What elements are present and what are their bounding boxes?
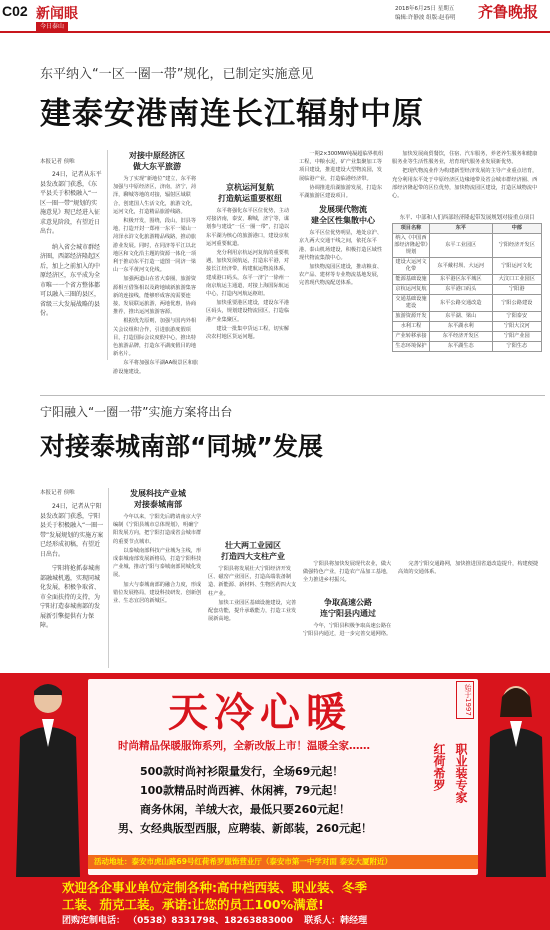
story2-col3-subhead2: 连宁阳县内通过 xyxy=(320,608,376,618)
table-header-row xyxy=(393,224,542,234)
story2-lead-para: 宁阳将抢抓泰城南部融城机遇，实现同城化发展，积极争取省、市全面扶持的支持，为宁阳打造泰城南部的发展新引擎提供有力保障。 xyxy=(40,565,101,629)
story1-col1-subhead2: 做大东平旅游 xyxy=(133,162,181,171)
story1-col3-para: 一期2×300MW纯凝超临界机组工程，中粮水泥，矿产业集聚加工等项目建设，推进建设大型物流园，发展临港产业，打造临港经济带。 xyxy=(299,151,384,182)
story1-kicker: 东平纳入“一区一圈一带”规化，已制定实施意见 xyxy=(40,67,314,82)
table-cell: 东平港区东平城区 xyxy=(430,275,493,285)
column-divider xyxy=(108,488,109,668)
projects-table-title: 东平、中部和人们西部经济隆起带发展规划对接重点项目 xyxy=(399,215,535,221)
story1-col3-subhead2: 建全区性集散中心 xyxy=(311,216,375,226)
table-cell: 宁阳公路建设 xyxy=(492,295,541,312)
ad-subtitle: 时尚精品保暖服饰系列，全新改版上市！温暖全家…… xyxy=(118,740,370,752)
table-header-cell: 中部 xyxy=(492,224,541,234)
newspaper-logo: 齐鲁晚报 xyxy=(478,3,539,21)
table-cell: 宁阳泰安 xyxy=(492,312,541,322)
story2-col1-para: 今年以来，宁阳先后聘请南京大学编制《宁阳县城市总体规划》，明确宁阳发展方向，把宁阳打造成省会城市群的重要节点城市。 xyxy=(113,514,202,545)
story2-col3-para: 宁阳县将加快发展现代农业，做大做强特色产业，打造农产品加工基地，全力推进乡村振兴。 xyxy=(303,561,392,584)
table-cell: 宁阳生态 xyxy=(492,342,541,352)
story2-col2-subhead: 壮大两工业园区 xyxy=(225,541,281,550)
story1-lead-para: 24日，记者从东平县发改部门获悉，《东平县关于积极融入“一区一圈一带”规划的实施意见》现已经进入征求意见阶段，有望近日出台。 xyxy=(40,171,102,235)
story1-col3 xyxy=(299,150,387,289)
table-cell: 建设大运河文化带 xyxy=(393,258,430,275)
masthead xyxy=(0,0,550,34)
header-rule xyxy=(0,31,550,33)
story1-col2-subhead: 京杭运河复航 xyxy=(226,183,274,192)
table-cell: 大汶口工业园区 xyxy=(492,275,541,285)
table-cell: 水利工程 xyxy=(393,322,430,332)
table-row xyxy=(393,342,542,352)
ad-slogan-vertical: 职业装专家 xyxy=(454,743,468,803)
table-header-cell: 东平 xyxy=(430,224,493,234)
ad-phone: （0538）8331798、18263883000 xyxy=(128,916,293,926)
ad-since-badge: 始于1997 xyxy=(456,681,474,719)
table-cell: 旅游资源开发 xyxy=(393,312,430,322)
table-cell: 东平公路交通改造 xyxy=(430,295,493,312)
story1-col4-para: 把现代物流业作为构建新型经济发展的主导产业重点培育，充分利用东平处于中原经济区边缘地带及省会城市群经济圈、西部经济隆起带的区位优势，加快物流园区建设，打造区域物流中心。 xyxy=(392,168,538,200)
story1-col3-para: 协调推进沿湖旅游发展，打造东平湖旅游区建设项目。 xyxy=(299,184,383,200)
story2-col1-subhead2: 对接泰城南部 xyxy=(134,500,182,509)
story1-col3-subhead: 发展现代物流 xyxy=(319,205,367,215)
column-divider xyxy=(107,150,108,360)
section-divider xyxy=(40,395,545,396)
issue-date: 2018年6月25日 星期五 xyxy=(395,6,455,12)
table-row xyxy=(393,275,542,285)
ad-welcome-1: 欢迎各企事业单位定制各种:高中档西装、职业装、冬季 xyxy=(62,880,367,895)
advertisement xyxy=(0,673,550,930)
editor-credit: 编辑:许静波 组版:赵春明 xyxy=(395,15,456,21)
story2-col4 xyxy=(398,560,543,577)
ad-brand-vertical: 红荷希罗 xyxy=(432,743,446,791)
ad-offer-2: 100款精品时尚西裤、休闲裤，79元起！ xyxy=(140,784,344,797)
story1-lead xyxy=(40,170,102,320)
story1-col1-para: 加强两道山在省大泰圈，旅游资源相互借鉴相以及跨地域新旅游集客新的连接线，能够形成客流需要连接，发展联运旅游，两地优惠，协商推荐，推出运河旅游客源。 xyxy=(113,276,197,316)
story2-col2-para: 宁阳县将发展壮大宁阳经济开发区、磁窑产业园区，打造高端装备制造、新能源、新材料、生物医药四大支柱产业。 xyxy=(208,566,297,597)
table-row xyxy=(393,312,542,322)
story1-col4 xyxy=(392,150,542,201)
story2-col2-para: 加快工业园区基础设施建设，完善配套功能，提升承载能力，打造工业发展新高地。 xyxy=(208,599,297,623)
story1-headline: 建泰安港南连长江辐射中原 xyxy=(40,96,424,132)
story1-col2 xyxy=(206,150,294,342)
story2-lead xyxy=(40,502,104,632)
ad-offer-4: 男、女经典版型西服，应聘装、新郎装，260元起！ xyxy=(118,822,372,835)
story2-col2 xyxy=(208,488,298,624)
story2-col1 xyxy=(113,488,203,606)
story1-col3-para: 加快物流园区建设，推动粮食、农产品、建材等专业物流基地发展，完善现代物流配送体系。 xyxy=(299,264,383,287)
table-cell: 产业转移承接 xyxy=(393,332,430,342)
table-row xyxy=(393,322,542,332)
table-cell: 东平戴村坝、大运河 xyxy=(430,258,493,275)
story2-byline: 本报记者 侯唯 xyxy=(40,490,75,496)
table-cell: 京杭运河复航 xyxy=(393,285,430,295)
story2-col2-subhead2: 打造四大支柱产业 xyxy=(221,552,285,561)
ad-model-woman xyxy=(482,677,550,877)
table-cell: 交通基础设施建设 xyxy=(393,295,430,312)
story1-col1-para: 东平将加强东平湖AA级景区和旅游设施建设。 xyxy=(113,360,199,375)
story1-byline: 本报记者 侯唯 xyxy=(40,159,75,165)
story1-col4-para: 加快发展商贸餐饮，住宿、汽车服务，养老养生服务和健康服务业等生活性服务业，培育现代服务业发展新优势。 xyxy=(392,151,538,166)
ad-offer-1: 500款时尚衬衫限量发行，全场69元起！ xyxy=(140,765,344,778)
table-cell: 纳入《中国西部经济隆起带》规划 xyxy=(393,234,430,258)
ad-phone-label: 团购定制电话： xyxy=(62,916,126,926)
ad-welcome-2: 工装、茄克工装。承诺:让您的员工100%满意! xyxy=(62,897,324,912)
story2-headline: 对接泰城南部“同城”发展 xyxy=(40,432,323,461)
table-cell: 东平湖、梁山 xyxy=(430,312,493,322)
table-cell: 东平湖水利 xyxy=(430,322,493,332)
ad-contact-line xyxy=(62,913,367,926)
table-row xyxy=(393,258,542,275)
table-header-cell: 项目名称 xyxy=(393,224,430,234)
story1-col1-para: 根据优先原则，加强与国内外相关会议组积合作，引进旅游度假项目，打造国际会议度假中心，推出特色旅游品牌，打造东平湖度假目的地新名片。 xyxy=(113,318,197,358)
story1-col2-para: 加快重要港区建设，建设东平港区码头，规划建设物流园区，打造临港产业集聚区。 xyxy=(206,300,290,323)
story2-col1-para: 加大与泰城南部的融合力度，形成错位发展格局，建设科技研发、创新创业、生态宜居的新城区。 xyxy=(113,581,202,605)
ad-contact-person: 联系人：韩经理 xyxy=(304,916,368,926)
table-cell: 宁阳经济开发区 xyxy=(492,234,541,258)
story1-col3-para: 东平区位优势明显，地处京沪、京九两大交通干线之间，依托东平港、泰山机场建设，积极打造区域性现代物流集散中心。 xyxy=(299,230,383,261)
story2-kicker: 宁阳融入“一圈一带”实施方案将出台 xyxy=(40,405,233,419)
ad-offer-3: 商务休闲，羊绒大衣，最低只要260元起！ xyxy=(140,803,350,816)
table-cell: 东平经济开发区 xyxy=(430,332,493,342)
table-cell: 东平工业园区 xyxy=(430,234,493,258)
table-row xyxy=(393,332,542,342)
ad-title: 天冷心暖 xyxy=(168,689,352,736)
story1-lead-para: 纳入省会城市群经济圈，西部经济隆起区后，加上之前加入的中原经济区，东平成为全市唯一一个省方整体都可以融入三圈的县区，省级三大发展战略的县份。 xyxy=(40,243,101,317)
story2-col4-para: 完善宁阳交通路网，加快推进国省道改造提升，构建便捷高效的交通体系。 xyxy=(398,561,539,576)
table-cell: 宁阳港 xyxy=(492,285,541,295)
story2-col1-subhead: 发展科技产业城 xyxy=(130,489,186,498)
story1-col1-para: 为了实现“新地位”建立，东平将加强与中原经济区，济南，济宁，菏泽，聊城等地的对接，辐射区域联合，创建国人生活文化，旅游文化，运河文化，打造精品旅游线路。 xyxy=(113,176,197,215)
story2-col3-subhead: 争取高速公路 xyxy=(324,597,372,607)
section-subtitle: 今日泰山 xyxy=(36,22,68,31)
story1-col2-subhead2: 打造航运重要枢纽 xyxy=(218,194,282,203)
story1-col2-para: 充分利用京杭运河复航的重要机遇，加快发展航运，打造东平港，对接长江经济带，构建航运物流体系，建成港口码头，东平一济宁一徐州一南京航运主通道，对接上海国际航运中心，打造内河航运枢纽。 xyxy=(206,250,290,298)
ad-model-man xyxy=(8,677,88,877)
story2-lead-para: 24日，记者从宁阳县发改部门获悉，宁阳县关于积极融入“一圈一带”发展规划的实施方案已经形成初稿，有望近日出台。 xyxy=(40,503,104,558)
table-cell: 生态环境保护 xyxy=(393,342,430,352)
ad-address: 活动地址：泰安市虎山路69号红荷希罗服饰营业厅（泰安市第一中学对面 泰安大厦附近） xyxy=(94,857,393,866)
ad-address-bar xyxy=(88,855,478,869)
story1-col1-para: 积极开发，围绕，段山，旧县等地，打造开封一郑州一东平一梁山一菏泽水浒文化旅游精品线路，推动旅游业发展。同时，在同济等平江以北地区和文化沿主题的资源一体化一项利于推动东平打造一道图一同济一梁山一东平黄河文化线。 xyxy=(113,218,197,274)
story1-col1 xyxy=(113,150,201,377)
story2-col1-para: 以泰城南部科技产业城为主线，形成泰城南部发展新格局，打造宁阳科技产业城，推动宁阳与泰城南部同城化发展。 xyxy=(113,547,202,579)
story1-col1-subhead: 对接中原经济区 xyxy=(129,151,185,160)
table-cell: 东平港口码头 xyxy=(430,285,493,295)
story2-col3 xyxy=(303,560,393,639)
story2-col3-para: 今年，宁阳县积极争取高速公路在宁阳县内通过，进一步完善交通网络。 xyxy=(303,622,392,637)
table-row xyxy=(393,295,542,312)
story1-col2-para: 东平将强化东平区位优势，主动对接济南，泰安，聊城，济宁等，谋划参与建设“一区一圈一带”，打造以东平湖为核心的旅游港口，建设京杭运河重要航道。 xyxy=(206,208,290,247)
section-title: 新闻眼 xyxy=(36,6,78,22)
table-row xyxy=(393,234,542,258)
table-cell: 宁阳运河文化 xyxy=(492,258,541,275)
table-cell: 东平湖生态 xyxy=(430,342,493,352)
page-number: C02 xyxy=(2,3,28,19)
table-cell: 宁阳产业园 xyxy=(492,332,541,342)
story1-col2-para: 建设一批集中货运工程，切实解决农村地区货运问题。 xyxy=(206,325,290,341)
table-row xyxy=(393,285,542,295)
table-cell: 能源基础设施 xyxy=(393,275,430,285)
table-cell: 宁阳大汶河 xyxy=(492,322,541,332)
projects-table xyxy=(392,223,542,352)
